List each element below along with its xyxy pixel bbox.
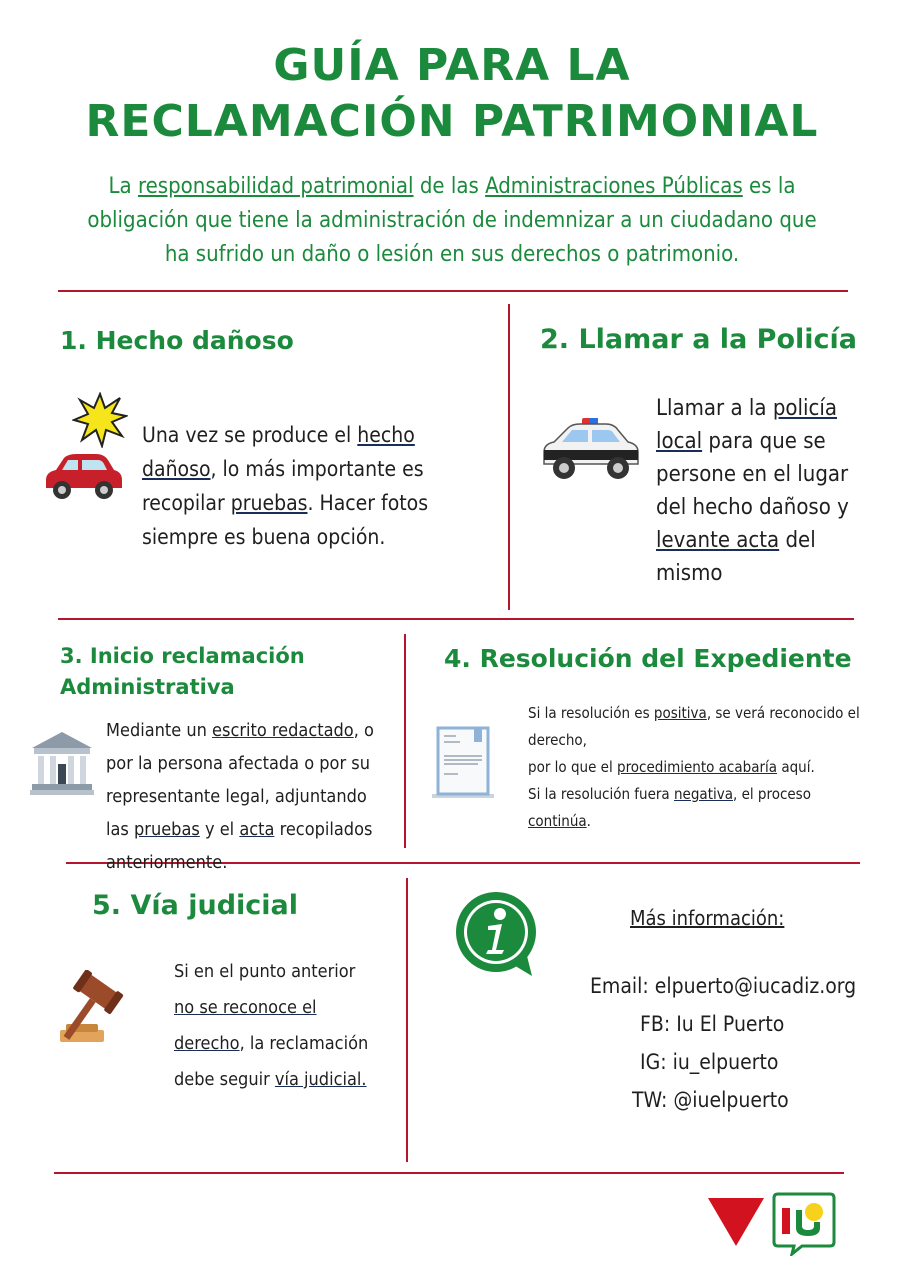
info-facebook: FB: Iu El Puerto bbox=[640, 1012, 785, 1036]
document-icon bbox=[430, 726, 496, 800]
page-title-line1: GUÍA PARA LA bbox=[273, 40, 631, 91]
section-4-title: 4. Resolución del Expediente bbox=[444, 644, 852, 673]
courthouse-icon bbox=[30, 730, 94, 796]
divider-bottom bbox=[54, 1172, 844, 1174]
section-1-text: Una vez se produce el hecho dañoso, lo más importante es recopilar pruebas. Hacer fotos siempre es buena opción. bbox=[142, 423, 429, 549]
info-instagram: IG: iu_elpuerto bbox=[640, 1050, 779, 1074]
section-3-title-line1: 3. Inicio reclamación bbox=[60, 644, 305, 668]
section-4-text: Si la resolución es positiva, se verá reconocido el derecho, por lo que el procedimiento acabaría aquí. Si la resolución fuera negativa, el proceso continúa. bbox=[528, 704, 860, 830]
divider-v3 bbox=[406, 878, 408, 1162]
triangle-logo bbox=[706, 1196, 766, 1248]
section-3-title-line2: Administrativa bbox=[60, 675, 235, 699]
divider-v2 bbox=[404, 634, 406, 848]
info-email: Email: elpuerto@iucadiz.org bbox=[590, 974, 857, 998]
section-5-text: Si en el punto anterior no se reconoce el derecho, la reclamación debe seguir vía judicial. bbox=[174, 961, 369, 1090]
section-3-text: Mediante un escrito redactado, o por la persona afectada o por su representante legal, adjuntando las pruebas y el acta recopilados anteriormente. bbox=[106, 720, 374, 873]
section-5-title: 5. Vía judicial bbox=[92, 890, 299, 921]
police-car-icon bbox=[540, 416, 642, 484]
divider-mid1 bbox=[58, 618, 854, 620]
gavel-icon bbox=[56, 970, 142, 1046]
info-heading: Más información: bbox=[630, 906, 785, 930]
page-title-line2: RECLAMACIÓN PATRIMONIAL bbox=[85, 96, 819, 147]
divider-top bbox=[58, 290, 848, 292]
info-twitter: TW: @iuelpuerto bbox=[632, 1088, 789, 1112]
divider-v1 bbox=[508, 304, 510, 610]
section-2-title: 2. Llamar a la Policía bbox=[540, 324, 858, 355]
info-icon bbox=[452, 888, 544, 980]
section-2-text: Llamar a la policía local para que se persone en el lugar del hecho dañoso y levante acta del mismo bbox=[656, 396, 849, 586]
intro-paragraph: La responsabilidad patrimonial de las Administraciones Públicas es la obligación que tiene la administración de indemnizar a un ciudadano que ha sufrido un daño o lesión en sus derechos o patrimonio. bbox=[87, 174, 817, 267]
explosion-icon bbox=[72, 392, 128, 448]
car-icon bbox=[40, 450, 126, 502]
section-1-title: 1. Hecho dañoso bbox=[60, 326, 294, 355]
iu-logo bbox=[772, 1190, 836, 1256]
